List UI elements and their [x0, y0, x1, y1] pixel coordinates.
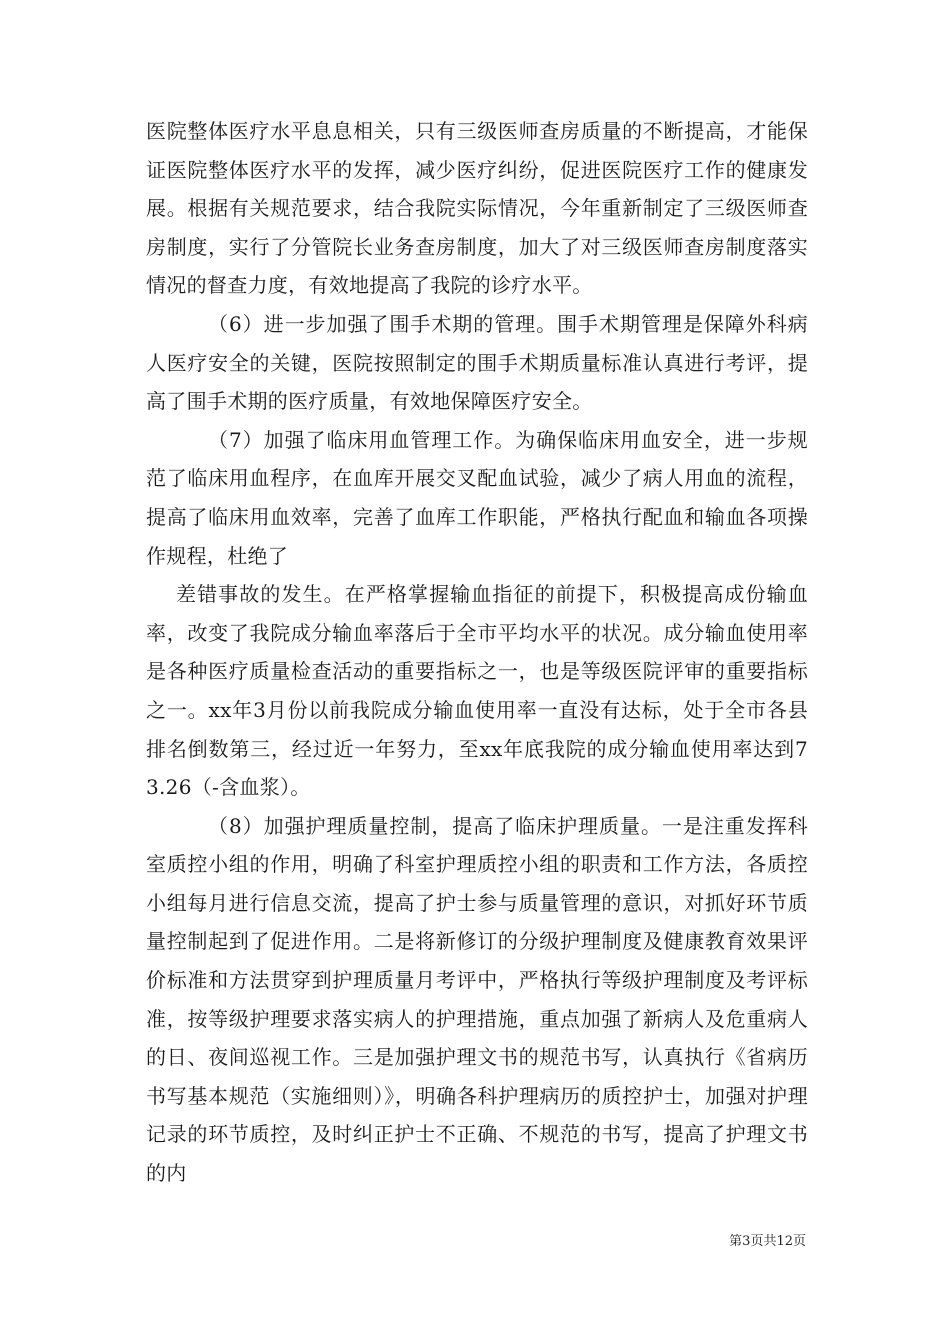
page-number-footer: 第3页共12页 [729, 1234, 806, 1249]
paragraph-blood-management: （7）加强了临床用血管理工作。为确保临床用血安全，进一步规范了临床用血程序，在血库开展交叉配血试验，减少了病人用血的流程，提高了临床用血效率，完善了血库工作职能，严格执行配血和输血各项操作规程，杜绝了 [146, 427, 808, 568]
paragraph-transfusion-rate: 差错事故的发生。在严格掌握输血指征的前提下，积极提高成份输血率，改变了我院成分输血率落后于全市平均水平的状况。成分输血使用率是各种医疗质量检查活动的重要指标之一，也是等级医院评审的重要指标之一。xx年3月份以前我院成分输血使用率一直没有达标，处于全市各县排名倒数第三，经过近一年努力，至xx年底我院的成分输血使用率达到73.26（-含血浆）。 [146, 582, 808, 800]
paragraph-nursing-quality: （8）加强护理质量控制，提高了临床护理质量。一是注重发挥科室质控小组的作用，明确了科室护理质控小组的职责和工作方法，各质控小组每月进行信息交流，提高了护士参与质量管理的意识，对抓好环节质量控制起到了促进作用。二是将新修订的分级护理制度及健康教育效果评价标准和方法贯穿到护理质量月考评中，严格执行等级护理制度及考评标准，按等级护理要求落实病人的护理措施，重点加强了新病人及危重病人的日、夜间巡视工作。三是加强护理文书的规范书写，认真执行《省病历书写基本规范（实施细则）》，明确各科护理病历的质控护士，加强对护理记录的环节质控，及时纠正护士不正确、不规范的书写，提高了护理文书的内 [146, 813, 808, 1186]
document-body [146, 112, 808, 1193]
paragraph-perioperative: （6）进一步加强了围手术期的管理。围手术期管理是保障外科病人医疗安全的关键，医院按照制定的围手术期质量标准认真进行考评，提高了围手术期的医疗质量，有效地保障医疗安全。 [146, 311, 808, 414]
paragraph-ward-rounds: 医院整体医疗水平息息相关，只有三级医师查房质量的不断提高，才能保证医院整体医疗水平的发挥，减少医疗纠纷，促进医院医疗工作的健康发展。根据有关规范要求，结合我院实际情况，今年重新制定了三级医师查房制度，实行了分管院长业务查房制度，加大了对三级医师查房制度落实情况的督查力度，有效地提高了我院的诊疗水平。 [146, 119, 808, 298]
